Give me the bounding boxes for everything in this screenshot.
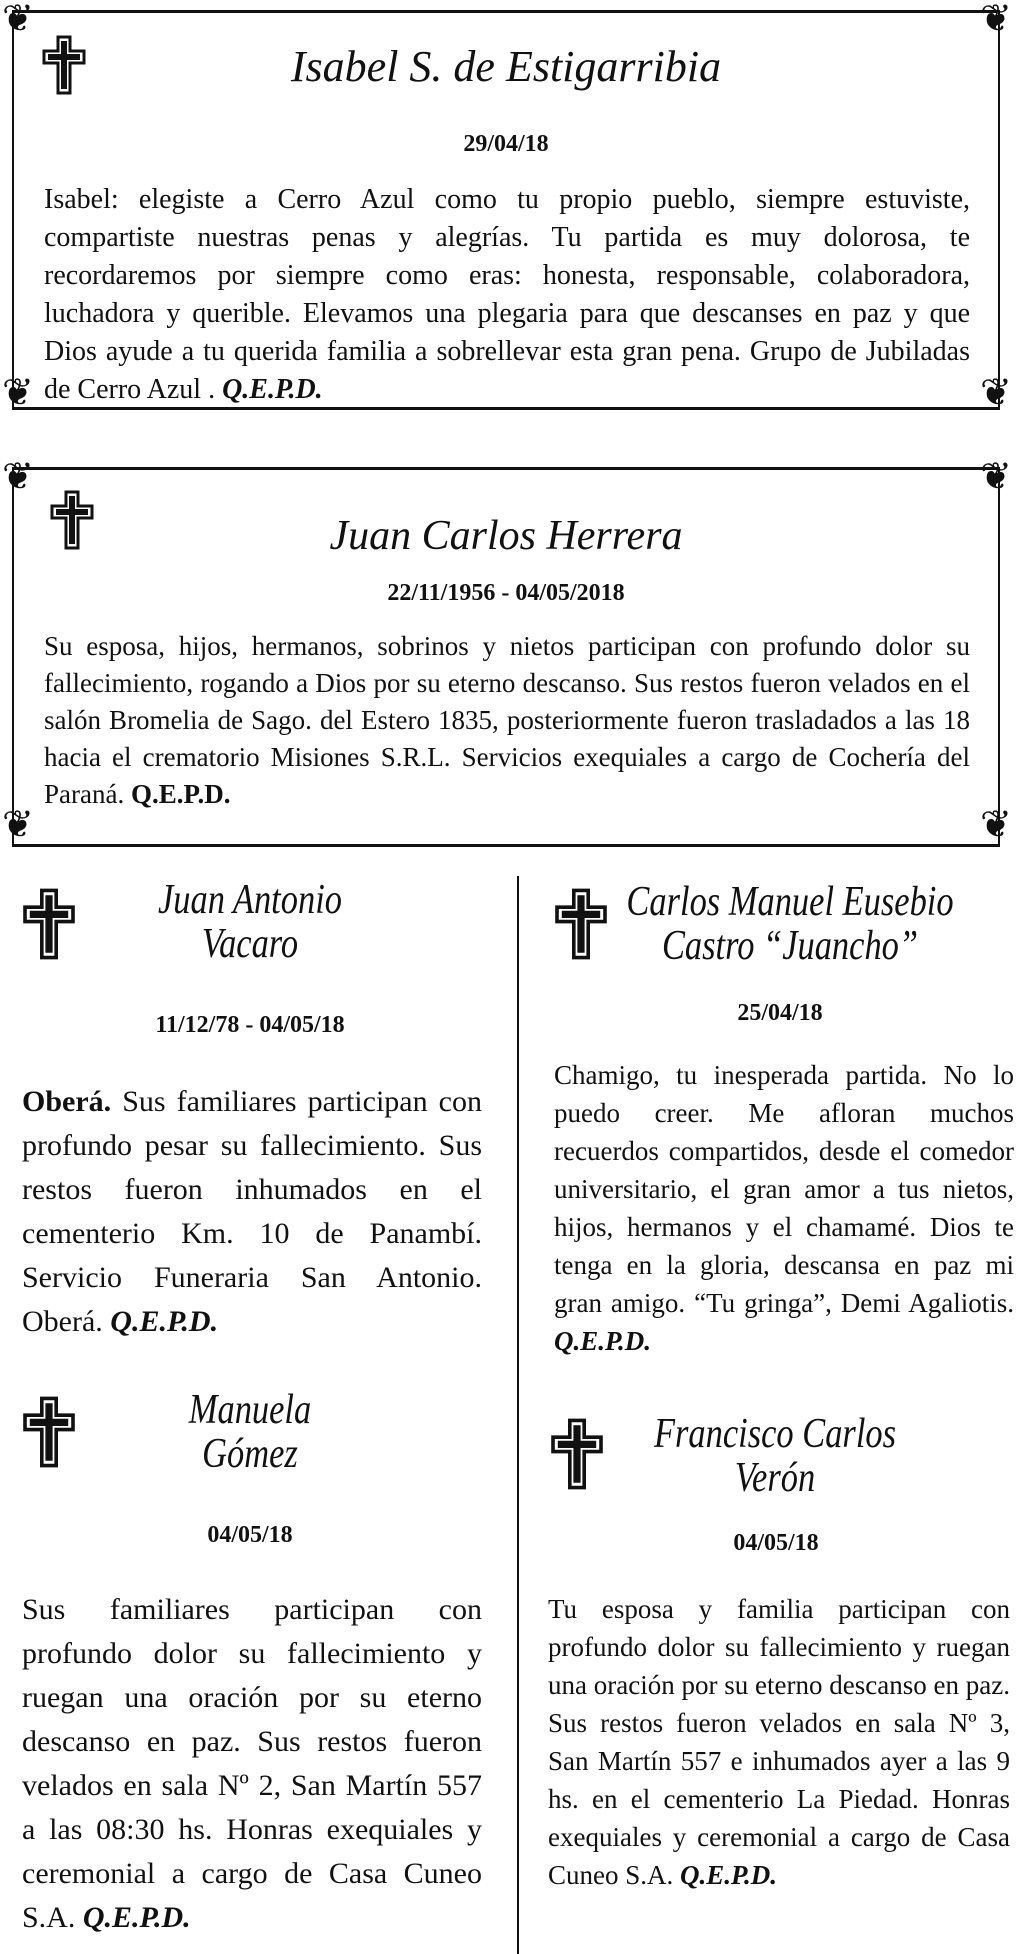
obituary-box-herrera <box>12 467 1000 847</box>
obituary-text <box>44 181 970 409</box>
obituary-name-line1: Juan Antonio <box>157 877 342 923</box>
qepd-mark: Q.E.P.D. <box>222 374 323 405</box>
cross-icon <box>22 888 76 960</box>
obituary-name-line1: Carlos Manuel Eusebio <box>626 879 954 925</box>
cross-icon <box>554 888 608 960</box>
obituary-box-isabel <box>12 10 1000 410</box>
obituary-name: Juan Carlos Herrera <box>329 513 683 559</box>
obituary-date: 22/11/1956 - 04/05/2018 <box>387 580 625 606</box>
obituary-date: 29/04/18 <box>463 131 549 157</box>
obituary-text <box>22 1588 482 1940</box>
obituary-name <box>601 880 978 968</box>
obituary-text <box>548 1590 1010 1894</box>
corner-ornament-icon: ❦ <box>2 456 34 498</box>
obituary-text-body: Chamigo, tu inesperada partida. No lo puedo creer. Me afloran muchos recuerdos compartidos, desde el comedor universitario, el gran amor a tus nietos, hijos, hermanos y el chamamé. Dios te tenga en la gloria, descansa en paz mi gran amigo. “Tu gringa”, Demi Agaliotis. <box>554 1060 1014 1318</box>
qepd-mark: Q.E.P.D. <box>110 1305 219 1338</box>
obituary-text-body: Su esposa, hijos, hermanos, sobrinos y nietos participan con profundo dolor su fallecimiento, rogando a Dios por su eterno descanso. Sus restos fueron velados en el salón Bromelia de Sago. del Estero 1835, posteriormente fueron trasladados a las 18 hacia el crematorio Misiones S.R.L. Servicios exequiales a cargo de Cochería del Paraná. <box>44 631 970 809</box>
obituary-date: 25/04/18 <box>737 1000 823 1026</box>
obituary-name: Isabel S. de Estigarribia <box>290 42 722 91</box>
corner-ornament-icon: ❦ <box>2 804 34 846</box>
column-divider <box>517 876 519 1954</box>
cross-icon <box>22 1396 76 1468</box>
qepd-mark: Q.E.P.D. <box>680 1860 778 1890</box>
corner-ornament-icon: ❦ <box>980 372 1012 414</box>
obituary-date: 04/05/18 <box>733 1530 819 1556</box>
corner-ornament-icon: ❦ <box>2 372 34 414</box>
obituary-text <box>554 1056 1014 1360</box>
obituary-text <box>44 628 970 813</box>
corner-ornament-icon: ❦ <box>980 456 1012 498</box>
obituary-text-body: Sus familiares participan con profundo pesar su fallecimiento. Sus restos fueron inhumados en el cementerio Km. 10 de Panambí. Servicio Funeraria San Antonio. Oberá. <box>22 1085 482 1338</box>
corner-ornament-icon: ❦ <box>980 0 1012 40</box>
obituary-name <box>94 878 406 966</box>
obituary-place: Oberá. <box>22 1085 112 1118</box>
cross-icon <box>550 1418 604 1490</box>
qepd-mark: Q.E.P.D. <box>130 779 231 809</box>
obituary-date: 04/05/18 <box>207 1522 293 1548</box>
corner-ornament-icon: ❦ <box>980 804 1012 846</box>
obituary-text-body: Sus familiares participan con profundo dolor su fallecimiento y ruegan una oración por su eterno descanso en paz. Sus restos fueron velados en sala Nº 2, San Martín 557 a las 08:30 hs. Honras exequiales y ceremonial a cargo de Casa Cuneo S.A. <box>22 1593 482 1934</box>
obituary-name-line2: Castro “Juancho” <box>661 923 919 969</box>
obituary-name-line1: Francisco Carlos <box>653 1411 897 1457</box>
corner-ornament-icon: ❦ <box>2 0 34 40</box>
qepd-mark: Q.E.P.D. <box>554 1326 652 1356</box>
obituary-name-line2: Vacaro <box>201 921 299 967</box>
obituary-name <box>623 1412 926 1500</box>
obituary-text-body: Isabel: elegiste a Cerro Azul como tu propio pueblo, siempre estuviste, compartiste nuestras penas y alegrías. Tu partida es muy dolorosa, te recordaremos por siempre como eras: honesta, responsable, colaboradora, luchadora y querible. Elevamos una plegaria para que descanses en paz y que Dios ayude a tu querida familia a sobrellevar esta gran pena. Grupo de Jubiladas de Cerro Azul . <box>44 184 970 405</box>
obituary-name-line2: Verón <box>734 1455 816 1501</box>
obituary-name-line2: Gómez <box>202 1431 298 1477</box>
obituary-text-body: Tu esposa y familia participan con profundo dolor su fallecimiento y ruegan una oración por su eterno descanso en paz. Sus restos fueron velados en sala Nº 3, San Martín 557 e inhumados ayer a las 9 hs. en el cementerio La Piedad. Honras exequiales y ceremonial a cargo de Casa Cuneo S.A. <box>548 1594 1010 1890</box>
obituary-text <box>22 1080 482 1344</box>
obituary-name <box>94 1388 406 1476</box>
qepd-mark: Q.E.P.D. <box>82 1901 191 1934</box>
obituary-name-line1: Manuela <box>188 1387 312 1433</box>
obituary-date: 11/12/78 - 04/05/18 <box>155 1012 345 1038</box>
